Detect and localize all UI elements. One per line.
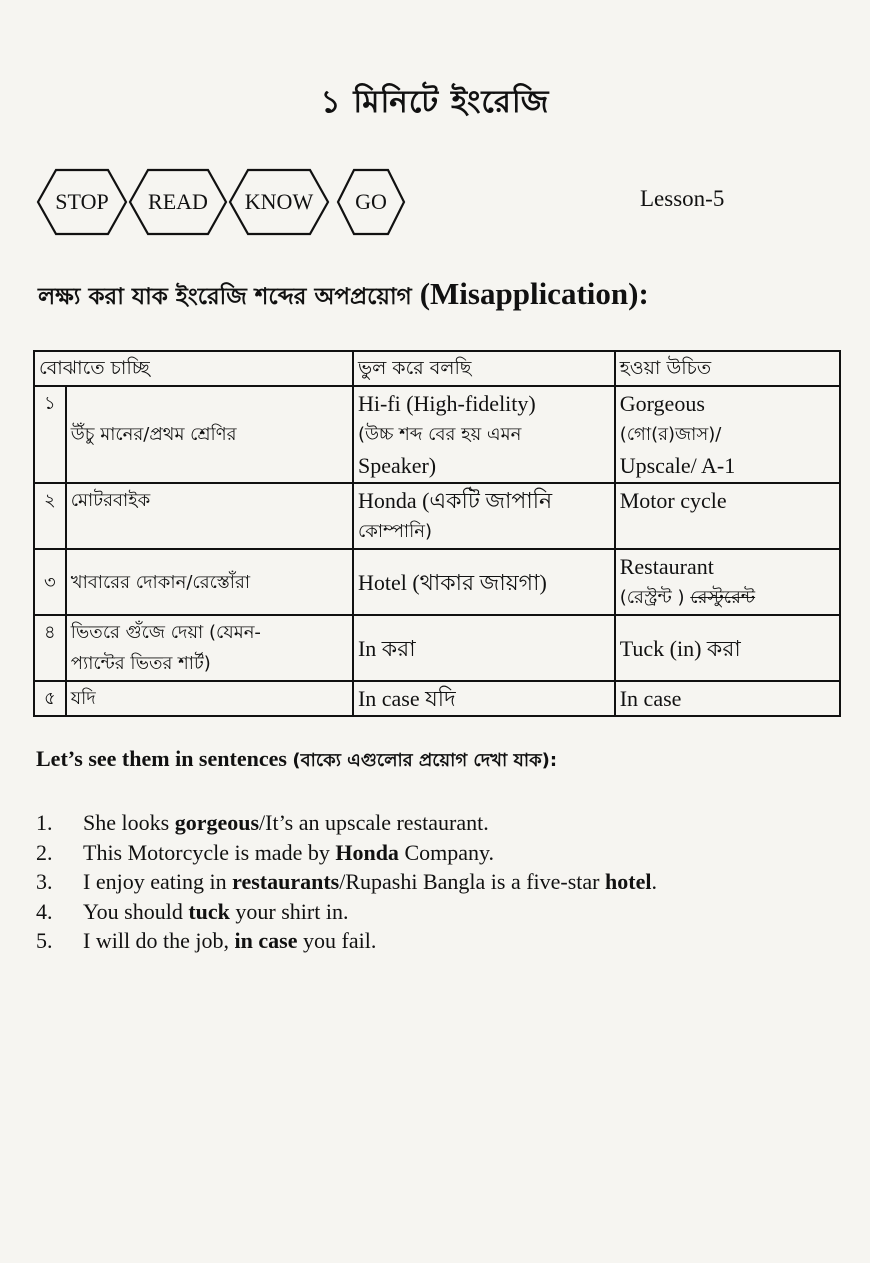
page-title: ১ মিনিটে ইংরেজি	[320, 84, 550, 120]
right-line	[620, 582, 835, 613]
table-row	[34, 549, 840, 615]
list-item	[36, 926, 657, 956]
row-wrong	[353, 615, 615, 681]
list-number: 1.	[36, 810, 53, 835]
sentence-text: /Rupashi Bangla is a five-star	[339, 869, 606, 894]
row-number: ৪	[34, 615, 66, 681]
read-badge	[128, 167, 228, 237]
table-header-row	[34, 351, 840, 386]
list-item	[36, 867, 657, 897]
row-number: ১	[34, 386, 66, 483]
know-label: KNOW	[244, 189, 314, 214]
list-item	[36, 808, 657, 838]
table-row	[34, 681, 840, 716]
row-meaning: মোটরবাইক	[66, 483, 353, 549]
row-right	[615, 483, 840, 549]
list-number: 5.	[36, 928, 53, 953]
struck-word: রেস্টুরেন্ট	[690, 587, 756, 608]
meaning-line: প্যান্টের ভিতর শার্ট)	[70, 653, 211, 674]
row-meaning: উঁচু মানের/প্রথম শ্রেণির	[66, 386, 353, 483]
row-wrong	[353, 549, 615, 615]
row-meaning	[66, 615, 353, 681]
sentence-text: I will do the job,	[83, 928, 235, 953]
meaning-line: ভিতরে গুঁজে দেয়া (যেমন-	[70, 622, 261, 643]
wrong-line: In করা	[357, 635, 416, 661]
table-row	[34, 483, 840, 549]
stop-label: STOP	[55, 189, 109, 214]
right-line: (গো(র)জাস)/	[619, 424, 722, 445]
sentence-text: You should	[83, 898, 189, 924]
row-right	[615, 386, 840, 483]
list-item	[36, 897, 657, 927]
header-wrong: ভুল করে বলছি	[353, 351, 615, 386]
row-number: ৩	[34, 549, 66, 615]
sentences-heading-bn: (বাক্যে এগুলোর প্রয়োগ দেখা যাক):	[292, 750, 558, 771]
row-right	[615, 615, 840, 681]
wrong-line: In case যদি	[357, 686, 456, 711]
right-line: Restaurant	[619, 554, 714, 579]
list-number: 3.	[36, 869, 53, 894]
right-line: Tuck (in) করা	[619, 635, 741, 661]
right-line: In case	[619, 686, 682, 711]
sentences-heading-en: Let’s see them in sentences	[36, 746, 287, 771]
go-badge	[336, 167, 406, 237]
row-wrong	[353, 386, 615, 483]
section-heading-en: (Misapplication):	[419, 276, 649, 311]
wrong-line: Hotel (থাকার জায়গা)	[357, 569, 547, 595]
section-heading-bn: লক্ষ্য করা যাক ইংরেজি শব্দের অপপ্রয়োগ	[38, 284, 412, 310]
wrong-line: (উচ্চ শব্দ বের হয় এমন	[357, 424, 522, 445]
header-meaning: বোঝাতে চাচ্ছি	[34, 351, 353, 386]
sentences-heading	[36, 746, 557, 777]
keyword: tuck	[188, 898, 230, 924]
row-number: ৫	[34, 681, 66, 716]
list-item	[36, 838, 657, 868]
table-row	[34, 615, 840, 681]
table-row	[34, 386, 840, 483]
row-right	[615, 549, 840, 615]
keyword: Honda	[335, 839, 399, 865]
sentence-text: She looks	[83, 810, 175, 835]
row-meaning: যদি	[66, 681, 353, 716]
keyword: restaurants	[232, 869, 340, 894]
keyword: in case	[234, 928, 298, 953]
sentence-text: I enjoy eating in	[83, 869, 233, 894]
row-right	[615, 681, 840, 716]
pronunciation: (রেস্ট্রন্ট )	[619, 587, 685, 608]
sentence-text: you fail.	[297, 928, 377, 953]
wrong-line: কোম্পানি)	[357, 521, 433, 542]
sentence-text: .	[651, 869, 657, 894]
row-wrong	[353, 483, 615, 549]
sentence-text: This Motorcycle is made by	[83, 839, 336, 865]
stop-badge	[36, 167, 128, 237]
misapplication-table	[33, 350, 841, 717]
wrong-line: Speaker)	[357, 453, 437, 478]
section-heading	[38, 276, 838, 317]
right-line: Motor cycle	[619, 488, 727, 513]
list-number: 2.	[36, 839, 53, 865]
keyword: hotel	[605, 869, 652, 894]
list-number: 4.	[36, 898, 53, 924]
sentence-text: Company.	[398, 839, 495, 865]
sentence-list	[36, 808, 657, 956]
read-label: READ	[148, 189, 208, 214]
right-line: Upscale/ A-1	[619, 453, 736, 478]
wrong-line: Honda (একটি জাপানি	[357, 488, 553, 513]
header-right: হওয়া উচিত	[615, 351, 840, 386]
row-number: ২	[34, 483, 66, 549]
row-meaning: খাবারের দোকান/রেস্তোঁরা	[66, 549, 353, 615]
know-badge	[228, 167, 330, 237]
row-wrong	[353, 681, 615, 716]
sentence-text: /It’s an upscale restaurant.	[259, 810, 489, 835]
lesson-label: Lesson-5	[640, 186, 725, 211]
right-line: Gorgeous	[619, 391, 705, 416]
go-label: GO	[355, 189, 387, 214]
sentence-text: your shirt in.	[229, 898, 349, 924]
wrong-line: Hi-fi (High-fidelity)	[357, 391, 536, 416]
keyword: gorgeous	[174, 810, 260, 835]
